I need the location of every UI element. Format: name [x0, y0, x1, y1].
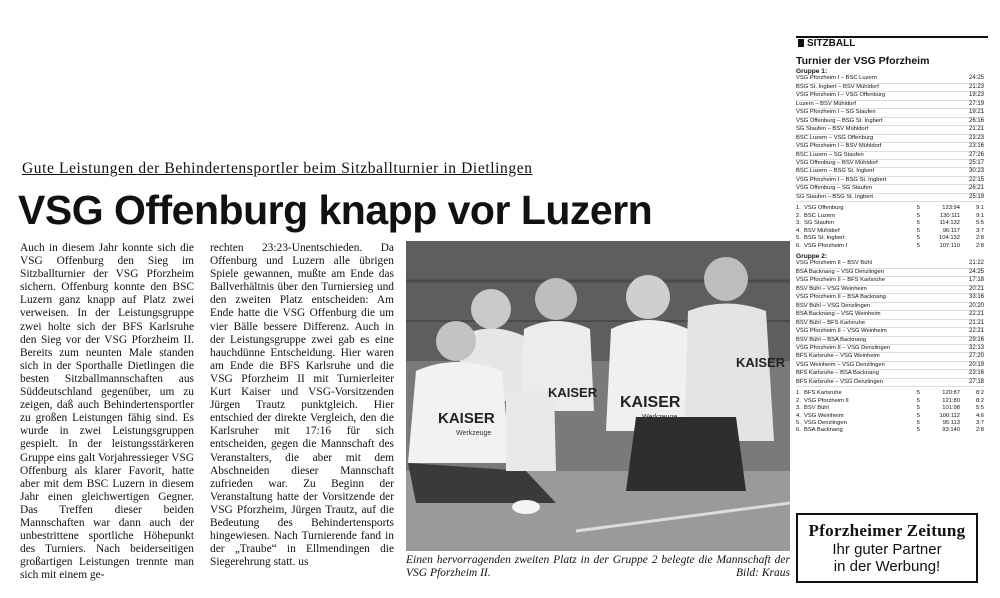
match-score: 21:21 — [968, 126, 984, 133]
match-score: 20:20 — [968, 302, 984, 309]
standings-balls: 121:80 — [942, 397, 960, 404]
match-row — [796, 152, 984, 160]
match-teams: VSG Pforzheim I – SG Staufen — [796, 109, 876, 116]
match-teams: BFS Karlsruhe – BSA Backnang — [796, 370, 879, 377]
shirt-logo-1-sub: Werkzeuge — [456, 430, 492, 437]
standings-name: BFS Karlsruhe — [804, 390, 842, 397]
match-row — [796, 101, 984, 109]
tournament-title: Turnier der VSG Pforzheim — [796, 55, 930, 67]
standings-pts: 9:1 — [975, 205, 984, 212]
standings-name: BSV Mühldorf — [804, 227, 840, 234]
match-teams: VSG Pforzheim I – BSG St. Ingbert — [796, 176, 887, 183]
section-header — [796, 36, 988, 50]
standings-balls: 100:112 — [939, 412, 960, 419]
match-teams: VSG Pforzheim I – BSC Luzern — [796, 75, 877, 82]
standings-pts: 3:7 — [975, 227, 984, 234]
match-score: 23:16 — [968, 143, 984, 150]
match-row — [796, 294, 984, 302]
standings-row — [796, 405, 984, 412]
group-1-table — [796, 205, 984, 250]
newspaper-ad — [796, 513, 978, 583]
standings-row — [796, 205, 984, 212]
results-list — [796, 68, 984, 435]
shirt-logo-2: KAISER — [548, 385, 598, 400]
match-row — [796, 118, 984, 126]
match-teams: BSV Bühl – VSG Denzlingen — [796, 302, 871, 309]
standings-pos: 5. — [796, 420, 801, 427]
match-teams: VSG Pforzheim II – BFS Karlsruhe — [796, 277, 885, 284]
square-bullet-icon — [798, 39, 804, 47]
standings-name: BSV Bühl — [804, 405, 829, 412]
standings-pos: 4. — [796, 227, 801, 234]
standings-pos: 1. — [796, 205, 801, 212]
section-label: SITZBALL — [807, 38, 856, 49]
match-teams: VSG Pforzheim I – BSV Mühldorf — [796, 143, 882, 150]
match-teams: BFS Karlsruhe – VSG Denzlingen — [796, 378, 883, 385]
match-teams: BSC Luzern – BSG St. Ingbert — [796, 168, 875, 175]
results-sidebar — [792, 0, 1000, 598]
match-teams: BSG St. Ingbert – BSV Mühldorf — [796, 83, 879, 90]
match-score: 19:21 — [968, 109, 984, 116]
standings-balls: 95:113 — [942, 420, 960, 427]
match-score: 26:21 — [968, 185, 984, 192]
match-score: 23:16 — [968, 370, 984, 377]
standings-g: 5 — [916, 420, 920, 427]
match-row — [796, 353, 984, 361]
caption-text: Einen hervorragenden zweiten Platz in der Gruppe 2 belegte die Mannschaft der VSG Pforzheim II. — [406, 554, 790, 579]
standings-g: 5 — [916, 427, 920, 434]
match-row — [796, 286, 984, 294]
standings-balls: 96:117 — [942, 227, 960, 234]
match-teams: SG Staufen – BSV Mühldorf — [796, 126, 869, 133]
standings-pts: 4:6 — [975, 412, 984, 419]
photo-caption — [406, 554, 790, 580]
standings-pts: 2:8 — [975, 427, 984, 434]
ad-line-1: Ihr guter Partner — [832, 541, 942, 558]
standings-row — [796, 228, 984, 235]
match-score: 32:13 — [968, 344, 984, 351]
standings-name: VSG Denzlingen — [804, 420, 847, 427]
standings-balls: 104:132 — [939, 235, 960, 242]
standings-pos: 3. — [796, 220, 801, 227]
match-score: 27:20 — [968, 353, 984, 360]
match-teams: BFS Karlsruhe – VSG Weinheim — [796, 353, 880, 360]
standings-balls: 107:110 — [939, 242, 960, 249]
shirt-logo-1: KAISER — [438, 410, 495, 427]
article-column-2 — [210, 242, 394, 590]
match-row — [796, 168, 984, 176]
standings-row — [796, 413, 984, 420]
standings-row — [796, 427, 984, 434]
standings-pos: 3. — [796, 405, 801, 412]
match-score: 21:23 — [968, 83, 984, 90]
match-row — [796, 143, 984, 151]
match-score: 22:15 — [968, 176, 984, 183]
match-teams: VSG Weinheim – VSG Denzlingen — [796, 361, 885, 368]
match-row — [796, 126, 984, 134]
match-score: 25:17 — [968, 159, 984, 166]
match-score: 26:16 — [968, 117, 984, 124]
standings-g: 5 — [916, 390, 920, 397]
match-teams: BSA Backnang – VSG Denzlingen — [796, 268, 884, 275]
standings-pts: 5:5 — [975, 220, 984, 227]
match-row — [796, 109, 984, 117]
match-score: 20:19 — [968, 361, 984, 368]
standings-pos: 2. — [796, 212, 801, 219]
match-score: 33:16 — [968, 294, 984, 301]
standings-pos: 1. — [796, 390, 801, 397]
article-headline: VSG Offenburg knapp vor Luzern — [18, 187, 653, 233]
standings-pts: 2:8 — [975, 242, 984, 249]
match-row — [796, 260, 984, 268]
article-kicker: Gute Leistungen der Behindertensportler beim Sitzballturnier in Dietlingen — [22, 160, 533, 177]
match-teams: VSG Offenburg – SG Staufen — [796, 185, 872, 192]
match-row — [796, 92, 984, 100]
article-body-1: Auch in diesem Jahr konnte sich die VSG Offenburg den Sieg im Sitzballturnier der VSG Pforzheim sichern. Offenburg konnte den BSC Luzern ganz knapp auf Platz zwei verweisen. In der Leistungsgruppe zwei holte sich der BFS Karlsruhe den Sieg vor der VSG Pforzheim II. Bereits zum neunten Male standen sich in der Sporthalle Dietlingen die besten Sitzballmannschaften aus Süddeutschland gegenüber, um zu zeigen, daß auch Behindertensportler zu großen Leistungen fähig sind. Es wurde in zwei Leistungsgruppen gespielt. In der leistungsstärkeren Gruppe eins galt Vorjahressieger VSG Offenburg als klarer Favorit, hatte aber mit dem BSC Luzern in diesem Jahr einen gleichwertigen Gegner. Das Treffen dieser beiden Mannschaften war dann auch der unbestrittene sportliche Höhepunkt des Turniers. Nach beiderseitigen großartigen Leistungen trennte man sich mit einem ge- — [20, 242, 194, 582]
match-row — [796, 277, 984, 285]
standings-row — [796, 235, 984, 242]
standings-row — [796, 243, 984, 250]
match-score: 27:19 — [968, 100, 984, 107]
match-score: 17:18 — [968, 277, 984, 284]
match-row — [796, 177, 984, 185]
match-score: 24:25 — [968, 75, 984, 82]
match-teams: BSV Bühl – BSA Backnang — [796, 336, 866, 343]
standings-g: 5 — [916, 235, 920, 242]
standings-name: VSG Pforzheim I — [804, 242, 848, 249]
match-score: 24:25 — [968, 268, 984, 275]
match-score: 23:23 — [968, 134, 984, 141]
match-teams: VSG Pforzheim II – BSA Backnang — [796, 294, 886, 301]
group-1-matches — [796, 75, 984, 202]
standings-g: 5 — [916, 242, 920, 249]
standings-pts: 8:2 — [975, 390, 984, 397]
ad-line-2: in der Werbung! — [833, 558, 941, 575]
match-teams: VSG Pforzheim II – BSV Bühl — [796, 260, 873, 267]
match-row — [796, 362, 984, 370]
match-teams: SG Staufen – BSG St. Ingbert — [796, 193, 874, 200]
standings-name: VSG Pforzheim II — [804, 397, 849, 404]
match-score: 27:18 — [968, 378, 984, 385]
standings-row — [796, 213, 984, 220]
group-1-title: Gruppe 1: — [796, 68, 828, 75]
match-score: 21:22 — [968, 260, 984, 267]
standings-balls: 123:94 — [942, 205, 960, 212]
standings-balls: 114:132 — [939, 220, 960, 227]
standings-name: BSC Luzern — [804, 212, 836, 219]
match-score: 19:23 — [968, 92, 984, 99]
standings-row — [796, 220, 984, 227]
standings-g: 5 — [916, 220, 920, 227]
standings-row — [796, 390, 984, 397]
group-2-table — [796, 390, 984, 435]
match-score: 20:21 — [968, 285, 984, 292]
ad-brand: Pforzheimer Zeitung — [808, 521, 966, 540]
article-column-1 — [20, 242, 194, 590]
standings-g: 5 — [916, 227, 920, 234]
match-teams: VSG Pforzheim I – VSG Offenburg — [796, 92, 886, 99]
standings-pos: 6. — [796, 242, 801, 249]
standings-pos: 4. — [796, 412, 801, 419]
photo-credit: Bild: Kraus — [736, 567, 790, 579]
standings-row — [796, 420, 984, 427]
match-row — [796, 160, 984, 168]
match-teams: BSV Bühl – BFS Karlsruhe — [796, 319, 865, 326]
standings-name: BSG St. Ingbert — [804, 235, 845, 242]
standings-g: 5 — [916, 212, 920, 219]
standings-pts: 2:8 — [975, 235, 984, 242]
standings-g: 5 — [916, 205, 920, 212]
match-row — [796, 194, 984, 202]
shirt-logo-3: KAISER — [620, 394, 681, 411]
standings-pts: 3:7 — [975, 420, 984, 427]
match-row — [796, 84, 984, 92]
match-row — [796, 311, 984, 319]
match-row — [796, 135, 984, 143]
standings-g: 5 — [916, 405, 920, 412]
standings-name: VSG Weinheim — [804, 412, 844, 419]
match-teams: Luzern – BSV Mühldorf — [796, 100, 856, 107]
match-score: 27:26 — [968, 151, 984, 158]
match-row — [796, 320, 984, 328]
match-row — [796, 337, 984, 345]
match-score: 22:21 — [968, 328, 984, 335]
match-teams: BSA Backnang – VSG Weinheim — [796, 311, 881, 318]
match-teams: BSV Bühl – VSG Weinheim — [796, 285, 867, 292]
match-score: 22:21 — [968, 311, 984, 318]
team-photo — [406, 241, 790, 551]
match-teams: VSG Pforzheim II – VSG Denzlingen — [796, 344, 891, 351]
match-row — [796, 370, 984, 378]
match-teams: VSG Pforzheim II – VSG Weinheim — [796, 328, 887, 335]
article-body-2: rechten 23:23-Unentschieden. Da Offenburg und Luzern alle übrigen Spiele gewannen, mußte am Ende das Ballverhältnis über den Turniersieg und den zweiten Platz entscheiden: Am Ende hatte die VSG Offenburg die um vier Bälle bessere Differenz. Auch in der Leistungsgruppe zwei gab es eine hauchdünne Entscheidung. Hier waren am Ende die BFS Karlsruhe und die VSG Pforzheim II mit Turnierleiter Kurt Kaiser und VSG-Vorsitzenden Jürgen Trautz punktgleich. Hier entschied der direkte Vergleich, den die Karlsruher mit 17:16 für sich entscheiden, gegen die Mannschaft des Veranstalters, die aber mit dem Abschneiden dieser Mannschaft zufrieden war. Zu Beginn der Veranstaltung hatte der Vorsitzende der VSG Pforzheim, Jürgen Trautz, auf die Bedeutung des Behindertensports hingewiesen. Nach Turnierende fand in der „Traube“ in Ellmendingen die Siegerehrung statt. us — [210, 242, 394, 569]
group-2-title: Gruppe 2: — [796, 252, 828, 260]
standings-g: 5 — [916, 397, 920, 404]
shirt-logo-3-sub: Werkzeuge — [642, 414, 678, 421]
match-teams: BSC Luzern – SG Staufen — [796, 151, 864, 158]
match-score: 30:23 — [968, 168, 984, 175]
standings-balls: 130:111 — [939, 212, 960, 219]
standings-pts: 8:2 — [975, 397, 984, 404]
match-teams: VSG Offenburg – BSG St. Ingbert — [796, 117, 883, 124]
standings-pts: 9:1 — [975, 212, 984, 219]
standings-row — [796, 398, 984, 405]
match-row — [796, 328, 984, 336]
match-row — [796, 379, 984, 387]
match-score: 29:16 — [968, 336, 984, 343]
match-score: 25:19 — [968, 193, 984, 200]
standings-pos: 2. — [796, 397, 801, 404]
standings-balls: 101:98 — [942, 405, 960, 412]
match-row — [796, 345, 984, 353]
group-2-matches — [796, 260, 984, 387]
standings-g: 5 — [916, 412, 920, 419]
standings-name: SG Staufen — [804, 220, 834, 227]
shirt-logo-4: KAISER — [736, 355, 786, 370]
standings-name: VSG Offenburg — [804, 205, 844, 212]
standings-balls: 120:87 — [942, 390, 960, 397]
match-row — [796, 75, 984, 83]
standings-balls: 93:140 — [942, 427, 960, 434]
match-row — [796, 303, 984, 311]
team-photo-drawing — [406, 241, 790, 551]
match-teams: VSG Offenburg – BSV Mühldorf — [796, 159, 878, 166]
standings-name: BSA Backnang — [804, 427, 843, 434]
standings-pos: 6. — [796, 427, 801, 434]
match-row — [796, 269, 984, 277]
match-teams: BSC Luzern – VSG Offenburg — [796, 134, 874, 141]
standings-pts: 5:5 — [975, 405, 984, 412]
match-row — [796, 185, 984, 193]
standings-pos: 5. — [796, 235, 801, 242]
match-score: 21:21 — [968, 319, 984, 326]
